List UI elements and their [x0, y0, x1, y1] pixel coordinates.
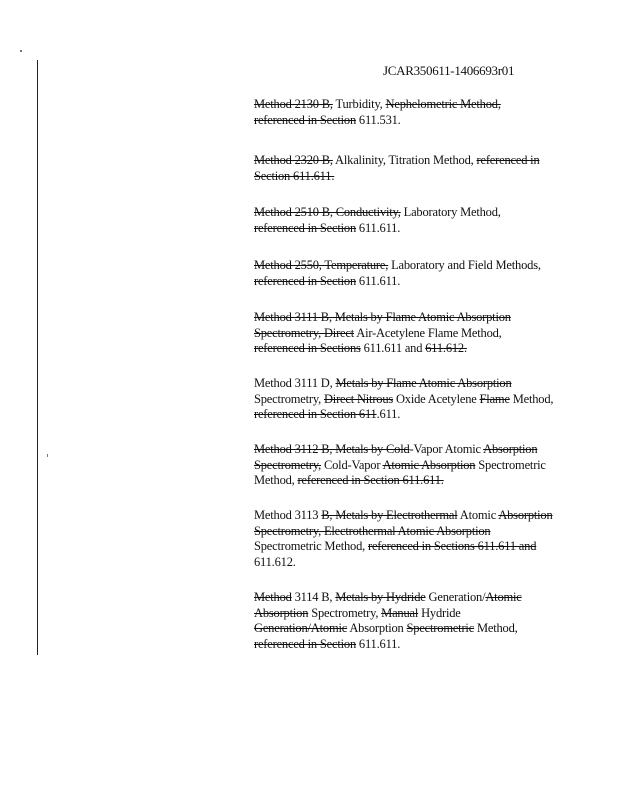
deleted-text: Direct Nitrous [323, 391, 394, 406]
entry-text: 611.611. [356, 220, 401, 235]
deleted-text: Manual [381, 605, 419, 620]
entry-text: Oxide Acetylene [393, 391, 480, 406]
document-header-id: JCAR350611-1406693r01 [383, 63, 515, 78]
method-entry [254, 590, 554, 652]
deleted-text: Metals by Flame Atomic Absorption [335, 376, 512, 390]
deleted-text: Spectrometric [406, 621, 475, 635]
entry-text: -Vapor Atomic [409, 442, 484, 456]
deleted-text: Absorption Spectrometry, [254, 442, 538, 472]
method-entry [254, 205, 554, 236]
deleted-text: Method [254, 590, 292, 604]
method-entry [254, 508, 554, 570]
entry-text: Spectrometric Method, [254, 457, 546, 487]
method-entry [254, 97, 554, 128]
entry-text: Atomic [457, 508, 499, 522]
revision-margin-bar [37, 60, 38, 655]
entry-text: Air-Acetylene Flame Method, [354, 325, 502, 340]
entry-text: 611.612. [254, 554, 296, 569]
deleted-text: referenced in Section [254, 273, 356, 288]
deleted-text: Method 2130 B, [254, 97, 333, 111]
deleted-text: Atomic Absorption [254, 590, 522, 620]
entry-text: 611.531. [356, 112, 401, 127]
entry-text: Spectrometric Method, [254, 539, 368, 553]
entry-text: Spectrometry, [308, 605, 382, 620]
deleted-text: Method 3112 B, Metals by Cold [254, 442, 410, 456]
method-entry [254, 310, 554, 357]
entry-text: Absorption [347, 621, 407, 635]
entry-text: 611.611. [356, 273, 401, 288]
entry-text: Hydride [418, 605, 461, 620]
deleted-text: Metals by Hydride [335, 590, 426, 604]
entry-text: .611. [376, 407, 401, 421]
entry-text: 611.611 and [360, 341, 426, 355]
deleted-text: B, Metals by Electrothermal [321, 508, 458, 522]
deleted-text: referenced in Section 611 [254, 407, 377, 421]
entry-text: Method 3111 D, [254, 376, 336, 390]
entry-text: Method, [509, 391, 554, 406]
deleted-text: Absorption Spectrometry, Electrothermal Atomic Absorption [254, 508, 553, 538]
scan-speck [20, 50, 22, 52]
method-entry [254, 376, 554, 423]
entry-text: Method 3113 [254, 508, 322, 522]
deleted-text: Method 2510 B, Conductivity, [254, 205, 401, 219]
deleted-text: referenced in Section 611.611. [297, 473, 444, 487]
entry-text: Laboratory and Field Methods, [388, 258, 541, 272]
entry-text: 3114 B, [291, 590, 336, 604]
method-entry [254, 442, 554, 489]
entry-text: Generation/ [425, 590, 486, 604]
scan-speck [47, 454, 48, 457]
method-entry [254, 258, 554, 289]
deleted-text: referenced in Sections 611.611 and [367, 539, 537, 553]
entry-text: Cold-Vapor [321, 457, 383, 472]
deleted-text: referenced in Section [254, 636, 356, 651]
entry-text: Method, [474, 621, 518, 635]
entry-text: 611.611. [356, 636, 401, 651]
deleted-text: Atomic Absorption [382, 457, 476, 472]
entry-text: Laboratory Method, [400, 205, 501, 219]
deleted-text: 611.612. [425, 341, 467, 355]
deleted-text: referenced in Section [254, 220, 356, 235]
deleted-text: Generation/Atomic [254, 621, 348, 635]
entry-text: Alkalinity, Titration Method, [332, 153, 477, 167]
method-entry [254, 153, 554, 184]
entry-text: Turbidity, [332, 97, 386, 111]
deleted-text: Flame [479, 391, 510, 406]
deleted-text: Method 2320 B, [254, 153, 333, 167]
entry-text: Spectrometry, [254, 391, 324, 406]
deleted-text: Method 2550, Temperature, [254, 258, 389, 272]
deleted-text: Method 3111 B, Metals by Flame Atomic Absorption Spectrometry, Direct [254, 310, 511, 340]
deleted-text: Nephelometric Method, referenced in Section [254, 97, 501, 127]
deleted-text: referenced in Section 611.611. [254, 153, 540, 183]
deleted-text: referenced in Sections [254, 341, 361, 355]
